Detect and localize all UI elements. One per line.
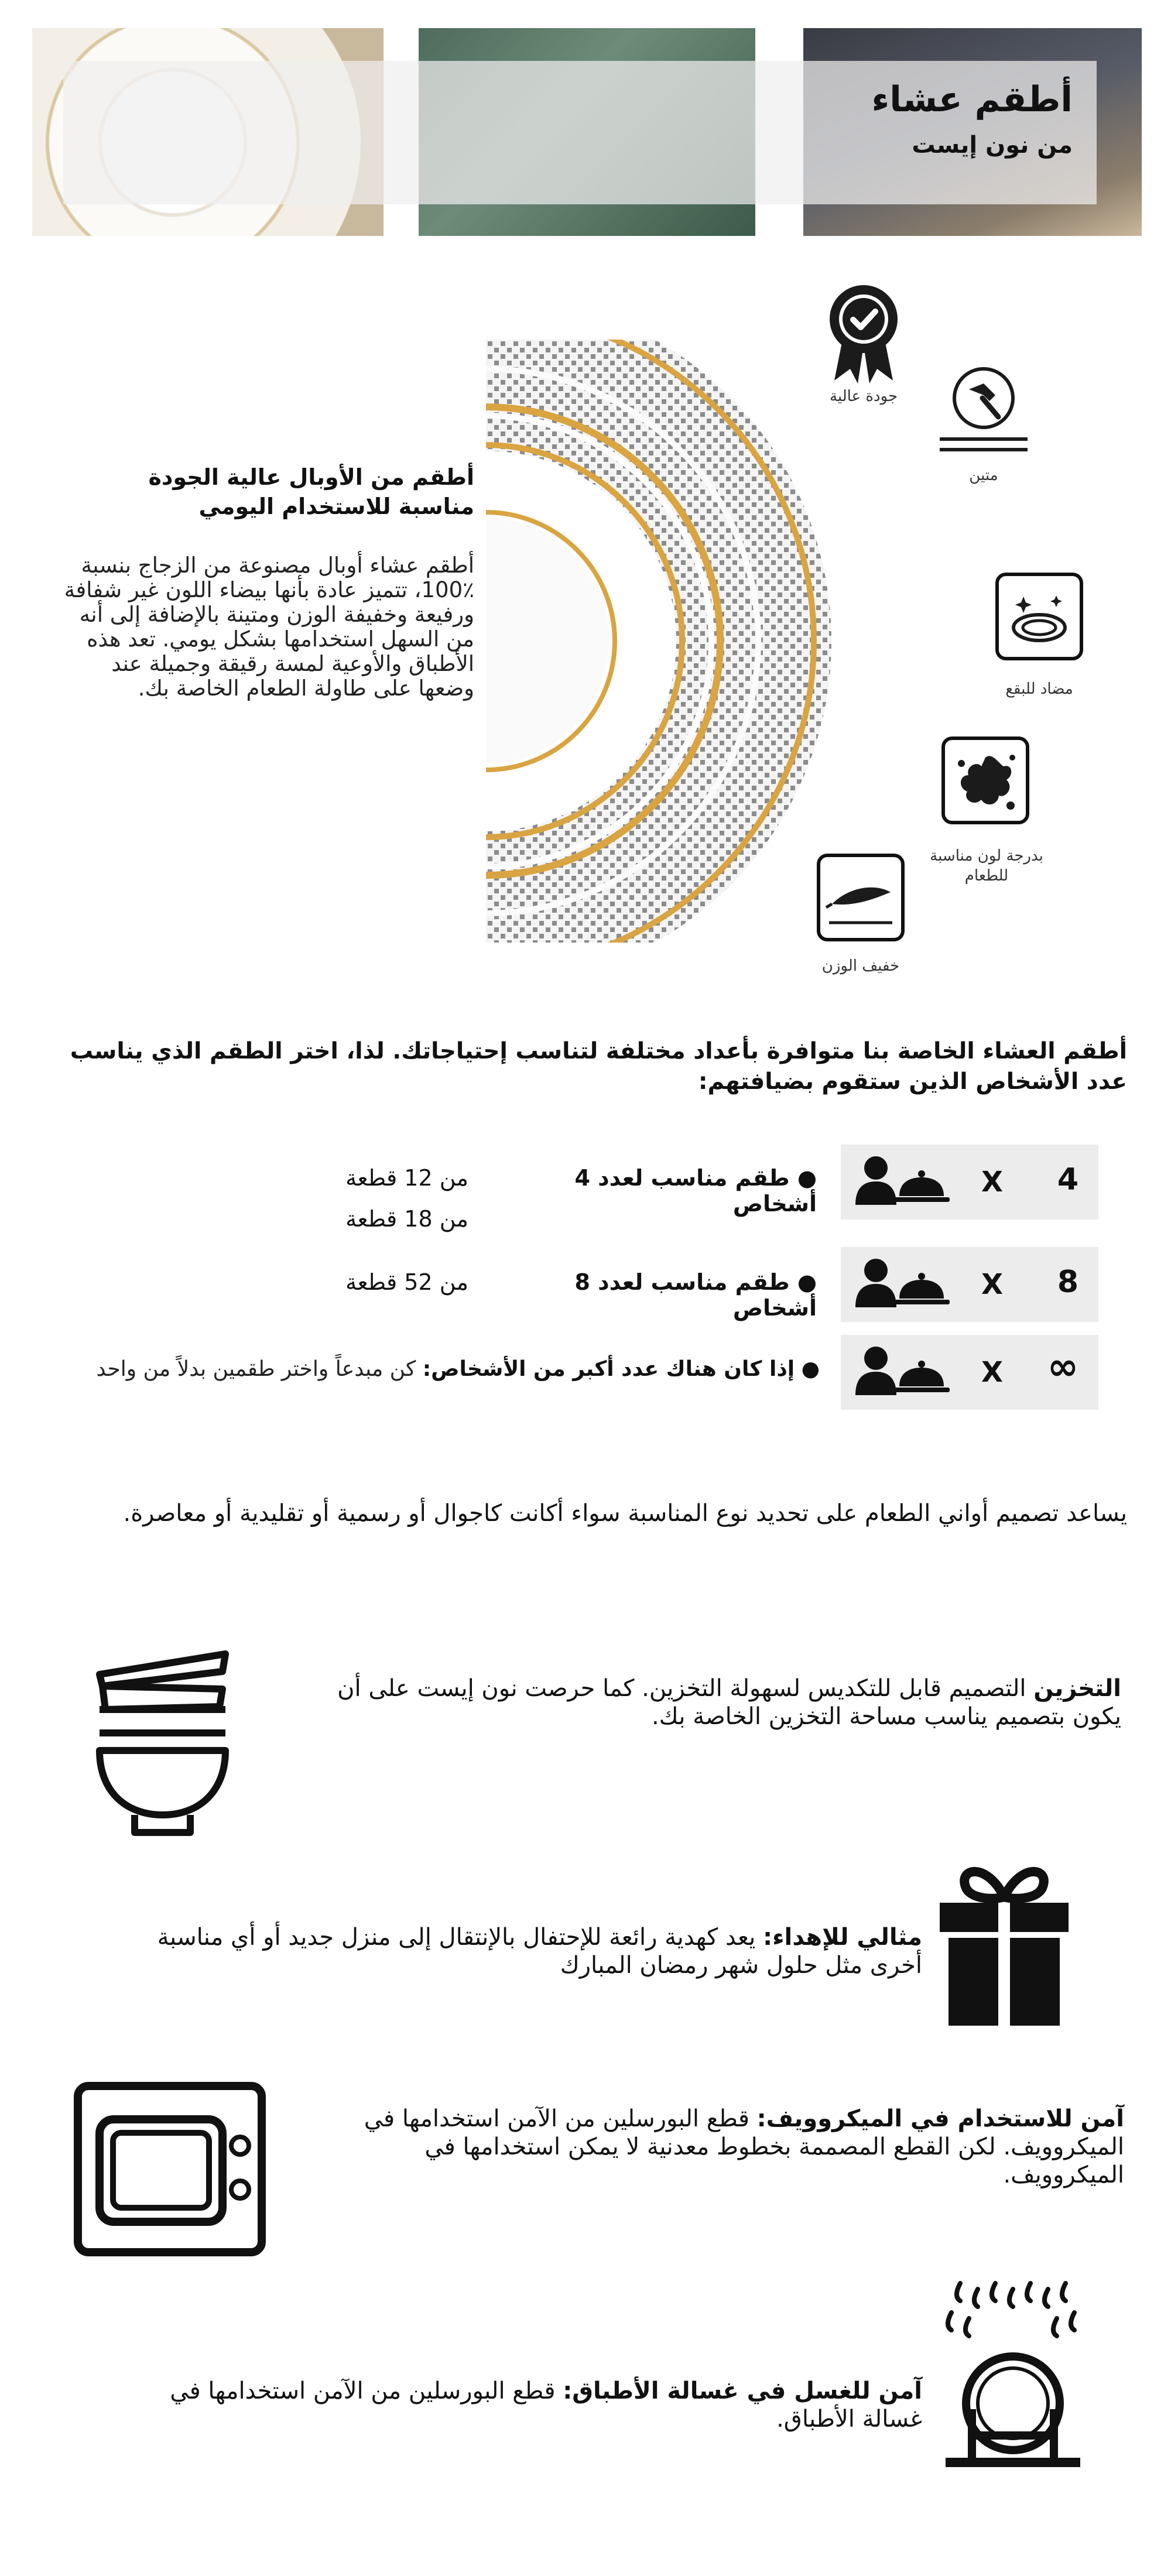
microwave-title: آمن للاستخدام في الميكروويف:: [756, 2105, 1124, 2132]
microwave-icon: [73, 2081, 266, 2257]
storage-title: التخزين: [1033, 1675, 1121, 1702]
stain-resistant-icon: [995, 573, 1083, 660]
row-multiplier: X: [981, 1356, 1004, 1389]
dishwasher-text: [132, 2377, 922, 2433]
lightweight-label: خفيف الوزن: [821, 957, 900, 975]
set-row-infinite-text: [59, 1357, 820, 1381]
bullet-icon: ●: [795, 1357, 820, 1381]
row-multiplier: X: [981, 1166, 1004, 1198]
set-row-4-label: [486, 1165, 817, 1217]
stain-resistant-label: مضاد للبقع: [1005, 680, 1073, 698]
quality-label: جودة عالية: [829, 388, 898, 405]
banner-subtitle: من نون إيست: [912, 132, 1073, 159]
microwave-text: [328, 2105, 1124, 2189]
quality-badge-icon: [826, 281, 902, 386]
set-row-4: [841, 1145, 1098, 1220]
set-row-4-detail-2: من 18 قطعة: [345, 1206, 468, 1232]
bullet-icon: ●: [789, 1165, 817, 1191]
sets-heading: أطقم العشاء الخاصة بنا متوافرة بأعداد مختلفة لتناسب إحتياجاتك. لذا، اختر الطقم الذي يناسب عدد الأشخاص الذين ستقوم بضيافتهم:: [70, 1038, 1127, 1095]
intro-body: أطقم عشاء أوبال مصنوعة من الزجاج بنسبة ٪100، تتميز عادة بأنها بيضاء اللون غير شفافة ورفيعة وخفيفة الوزن ومتينة بالإضافة إلى أنه من السهل استخدامها بشكل يومي. تعد هذه الأطباق والأوعية لمسة رقيقة وجميلة عند وضعها على طاولة الطعام الخاصة بك.: [64, 553, 474, 701]
hammer-icon: [937, 363, 1030, 457]
row-count: 8: [1057, 1265, 1078, 1300]
host-serving-icon: [852, 1258, 958, 1311]
set-row-4-detail-1: من 12 قطعة: [345, 1165, 468, 1191]
host-serving-icon: [852, 1155, 958, 1209]
storage-text: [287, 1674, 1121, 1731]
row-count: ∞: [1047, 1345, 1078, 1389]
set-row-8: [841, 1247, 1098, 1322]
set-row-8-detail-1: من 52 قطعة: [345, 1269, 468, 1295]
set-row-infinite: [841, 1335, 1098, 1410]
set-row-8-label: [486, 1269, 817, 1321]
set-row-4-label-text: طقم مناسب لعدد 4 أشخاص: [574, 1165, 817, 1217]
food-color-label: بدرجة لون مناسبة للطعام: [930, 847, 1043, 885]
feather-icon: [817, 854, 905, 941]
gift-body: يعد كهدية رائعة للإحتفال بالإنتقال إلى منزل جديد أو أي مناسبة أخرى مثل حلول شهر رمضان المبارك: [157, 1924, 922, 1979]
design-note: يساعد تصميم أواني الطعام على تحديد نوع المناسبة سواء أكانت كاجوال أو رسمية أو تقليدية أو معاصرة.: [123, 1500, 1127, 1527]
storage-body: التصميم قابل للتكديس لسهولة التخزين. كما حرصت نون إيست على أن يكون بتصميم يناسب مساحة التخزين الخاصة بك.: [337, 1675, 1121, 1730]
plate-image: [486, 340, 837, 943]
microwave-body: قطع البورسلين من الآمن استخدامها في الميكروويف. لكن القطع المصممة بخطوط معدنية لا يمكن استخدامها في الميكروويف.: [364, 2105, 1124, 2188]
dishwasher-icon: [937, 2272, 1089, 2482]
gift-title: مثالي للإهداء:: [763, 1924, 922, 1951]
gift-icon: [931, 1856, 1077, 2032]
row-multiplier: X: [981, 1268, 1004, 1301]
durable-label: متين: [969, 467, 998, 484]
set-row-infinite-detail: كن مبدعاً واختر طقمين بدلاً من واحد: [96, 1357, 416, 1381]
row-count: 4: [1057, 1162, 1078, 1197]
bullet-icon: ●: [789, 1269, 817, 1295]
set-row-infinite-label: إذا كان هناك عدد أكبر من الأشخاص:: [422, 1357, 795, 1381]
dishwasher-body: قطع البورسلين من الآمن استخدامها في غسالة الأطباق.: [170, 2378, 922, 2433]
stacked-bowls-icon: [94, 1645, 234, 1838]
dishwasher-title: آمن للغسل في غسالة الأطباق:: [563, 2378, 922, 2404]
intro-heading: أطقم من الأوبال عالية الجودة مناسبة للاستخدام اليومي: [148, 464, 474, 519]
host-serving-icon: [852, 1345, 958, 1399]
banner-title: أطقم عشاء: [871, 79, 1073, 120]
gift-text: [155, 1923, 922, 1979]
set-row-8-label-text: طقم مناسب لعدد 8 أشخاص: [574, 1269, 817, 1321]
color-splash-icon: [941, 737, 1029, 824]
